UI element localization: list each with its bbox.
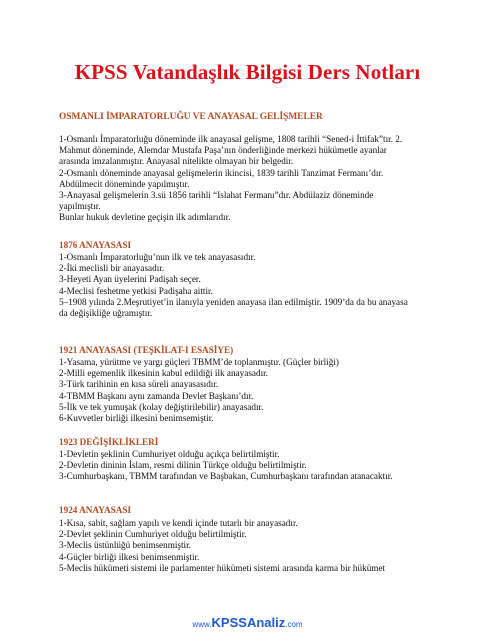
intro-line: 2-Osmanlı döneminde anayasal gelişmelerin ikincisi, 1839 tarihli Tanzimat Fermanı’dır. bbox=[59, 167, 384, 178]
intro-line: 3-Anayasal gelişmelerin 3.sü 1856 tarihli “Islahat Fermanı”dır. Abdülaziz döneminde bbox=[59, 190, 374, 201]
section-line: 5-İlk ve tek yumuşak (kolay değiştirilebilir) anayasadır. bbox=[59, 401, 264, 412]
intro-line: 1-Osmanlı İmparatorluğu döneminde ilk anayasal gelişme, 1808 tarihli “Sened-i İttifak”tır. 2. bbox=[59, 134, 403, 144]
footer-brand: KPSSAnaliz bbox=[211, 615, 286, 630]
intro-line: Mahmut döneminde, Alemdar Mustafa Paşa’nın önderliğinde merkezi hükümetle ayanlar bbox=[59, 145, 387, 156]
section-body-1921 bbox=[59, 357, 444, 424]
section-line: 3-Heyeti Ayan üyelerini Padişah seçer. bbox=[59, 274, 201, 285]
intro-paragraph bbox=[59, 134, 444, 224]
main-heading: OSMANLI İMPARATORLUĞU VE ANAYASAL GELİŞMELER bbox=[59, 112, 323, 122]
footer-suffix: .com bbox=[285, 620, 303, 629]
section-line: 4-Güçler birliği ilkesi benimsenmiştir. bbox=[59, 551, 200, 562]
section-body-1876 bbox=[59, 252, 444, 319]
section-line: 3-Türk tarihinin en kısa süreli anayasasıdır. bbox=[59, 379, 219, 390]
section-line: 1-Devletin şeklinin Cumhuriyet olduğu açıkça belirtilmiştir. bbox=[59, 449, 280, 459]
section-line: 5-Meclis hükümeti sistemi ile parlamenter hükümeti sistemi arasında karma bir hükümet bbox=[59, 562, 386, 573]
footer-site-link[interactable] bbox=[0, 614, 495, 632]
section-heading-1876: 1876 ANAYASASI bbox=[59, 240, 132, 250]
intro-line: Abdülmecit döneminde yapılmıştır. bbox=[59, 178, 190, 189]
section-line: 1-Osmanlı İmparatorluğu’nun ilk ve tek anayasasıdır. bbox=[59, 252, 256, 262]
section-line: da değişikliğe uğramıştır. bbox=[59, 308, 153, 319]
section-line: 2-Devletin dininin İslam, resmi dilinin Türkçe olduğu belirtilmiştir. bbox=[59, 460, 307, 471]
intro-line: yapılmıştır. bbox=[59, 201, 101, 212]
section-line: 2-İki meclisli bir anayasadır. bbox=[59, 263, 165, 274]
section-line: 4-Meclisi feshetme yetkisi Padişaha aittir. bbox=[59, 285, 213, 296]
section-heading-1921: 1921 ANAYASASI (TEŞKİLAT-I ESASİYE) bbox=[59, 345, 234, 355]
section-heading-1924: 1924 ANAYASASI bbox=[59, 505, 132, 515]
footer-prefix: www. bbox=[192, 620, 212, 629]
section-line: 3-Cumhurbaşkanı, TBMM tarafından ve Başbakan, Cumhurbaşkanı tarafından atanacaktır. bbox=[59, 471, 393, 482]
section-line: 4-TBMM Başkanı aynı zamanda Devlet Başkanı’dır. bbox=[59, 390, 254, 401]
section-line: 2-Milli egemenlik ilkesinin kabul edildiği ilk anayasadır. bbox=[59, 368, 268, 379]
section-line: 5–1908 yılında 2.Meşrutiyet’in ilanıyla yeniden anayasa ilan edilmiştir. 1909’da da bu anayasa bbox=[59, 296, 408, 307]
section-line: 1-Yasama, yürütme ve yargı güçleri TBMM’de toplanmıştır. (Güçler birliği) bbox=[59, 357, 339, 367]
document-title: KPSS Vatandaşlık Bilgisi Ders Notları bbox=[74, 60, 421, 84]
section-line: 1-Kısa, sabit, sağlam yapılı ve kendi içinde tutarlı bir anayasadır. bbox=[59, 518, 298, 528]
section-body-1924 bbox=[59, 518, 444, 574]
section-body-1923 bbox=[59, 449, 444, 483]
section-heading-1923: 1923 DEĞİŞİKLİKLERİ bbox=[59, 437, 159, 447]
intro-line: arasında imzalanmıştır. Anayasal nitelikte olmayan bir belgedir. bbox=[59, 156, 294, 167]
section-line: 3-Meclis üstünlüğü benimsenmiştir. bbox=[59, 540, 191, 551]
section-line: 2-Devlet şeklinin Cumhuriyet olduğu belirtilmiştir. bbox=[59, 529, 247, 540]
intro-line: Bunlar hukuk devletine geçişin ilk adımlarıdır. bbox=[59, 212, 231, 223]
section-line: 6-Kuvvetler birliği ilkesini benimsemiştir. bbox=[59, 413, 214, 424]
